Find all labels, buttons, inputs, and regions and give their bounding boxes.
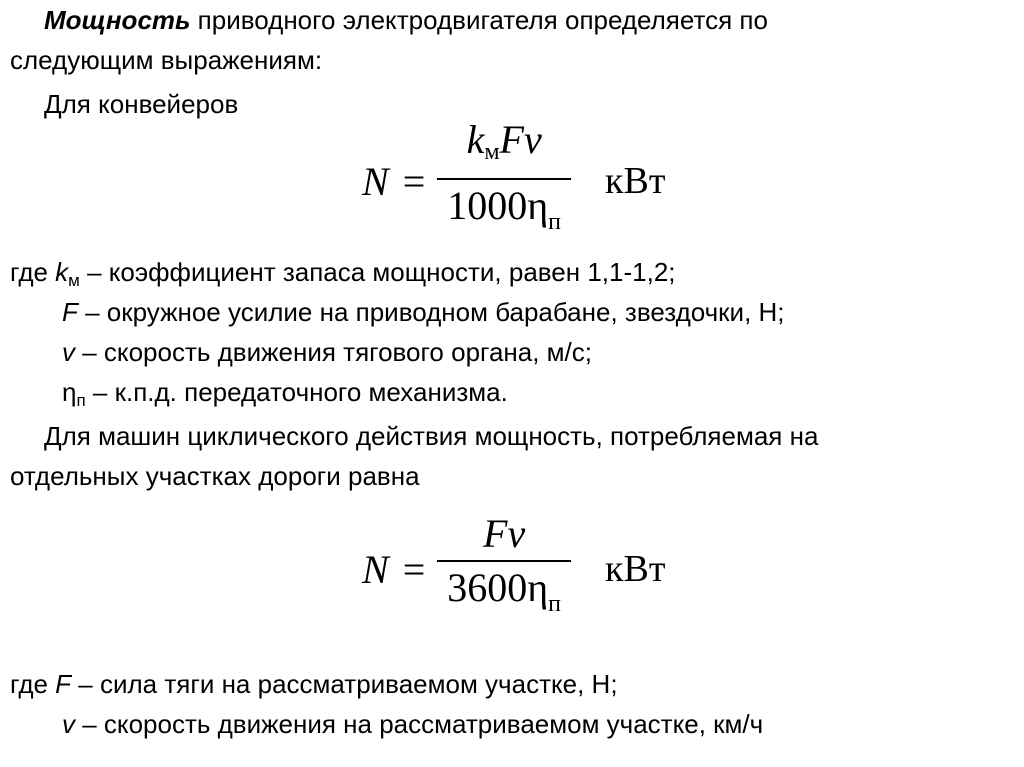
formula-cyclic bbox=[362, 512, 665, 626]
formula-1-lhs: N bbox=[362, 158, 389, 204]
formula-2-denominator: $3600\eta_п$ bbox=[437, 560, 571, 626]
legend-1-item: где $k_м$ – коэффициент запаса мощности, равен 1,1-1,2; bbox=[10, 257, 676, 290]
legend-2-item: v – скорость движения на рассматриваемом участке, км/ч bbox=[62, 709, 764, 739]
formula-1-unit: кВт bbox=[605, 160, 666, 202]
legend-1-item: $\eta_п - к.п.д$. передаточного механизма. bbox=[62, 377, 508, 410]
intro-line-1-rest: приводного электродвигателя определяется по bbox=[190, 5, 768, 35]
formula-1-equals: = bbox=[402, 158, 426, 204]
formula-1-numerator: kмFv bbox=[466, 117, 542, 165]
legend-1-item: F – окружное усилие на приводном барабане, звездочки, Н; bbox=[62, 297, 785, 327]
conveyors-heading: Для конвейеров bbox=[44, 89, 239, 119]
formula-1-denominator: $1000\eta_п$ bbox=[437, 178, 571, 244]
formula-2-unit: кВт bbox=[605, 548, 666, 590]
legend-2-item: где F – сила тяги на рассматриваемом участке, Н; bbox=[10, 669, 618, 699]
cyclic-line-2: отдельных участках дороги равна bbox=[10, 461, 420, 491]
formula-2-numerator: Fv bbox=[483, 511, 526, 556]
formula-2-equals: = bbox=[402, 546, 426, 592]
formula-conveyor bbox=[362, 118, 665, 244]
cyclic-line-1: Для машин циклического действия мощность, потребляемая на bbox=[44, 421, 819, 451]
legend-1-item: v – скорость движения тягового органа, м/с; bbox=[62, 337, 592, 367]
formula-2-fraction bbox=[437, 512, 571, 626]
intro-line-1 bbox=[44, 4, 768, 36]
formula-2-lhs: N bbox=[362, 546, 389, 592]
intro-line-2: следующим выражениям: bbox=[10, 45, 323, 75]
formula-1-fraction bbox=[437, 118, 571, 244]
intro-bold-word: Мощность bbox=[44, 5, 191, 35]
